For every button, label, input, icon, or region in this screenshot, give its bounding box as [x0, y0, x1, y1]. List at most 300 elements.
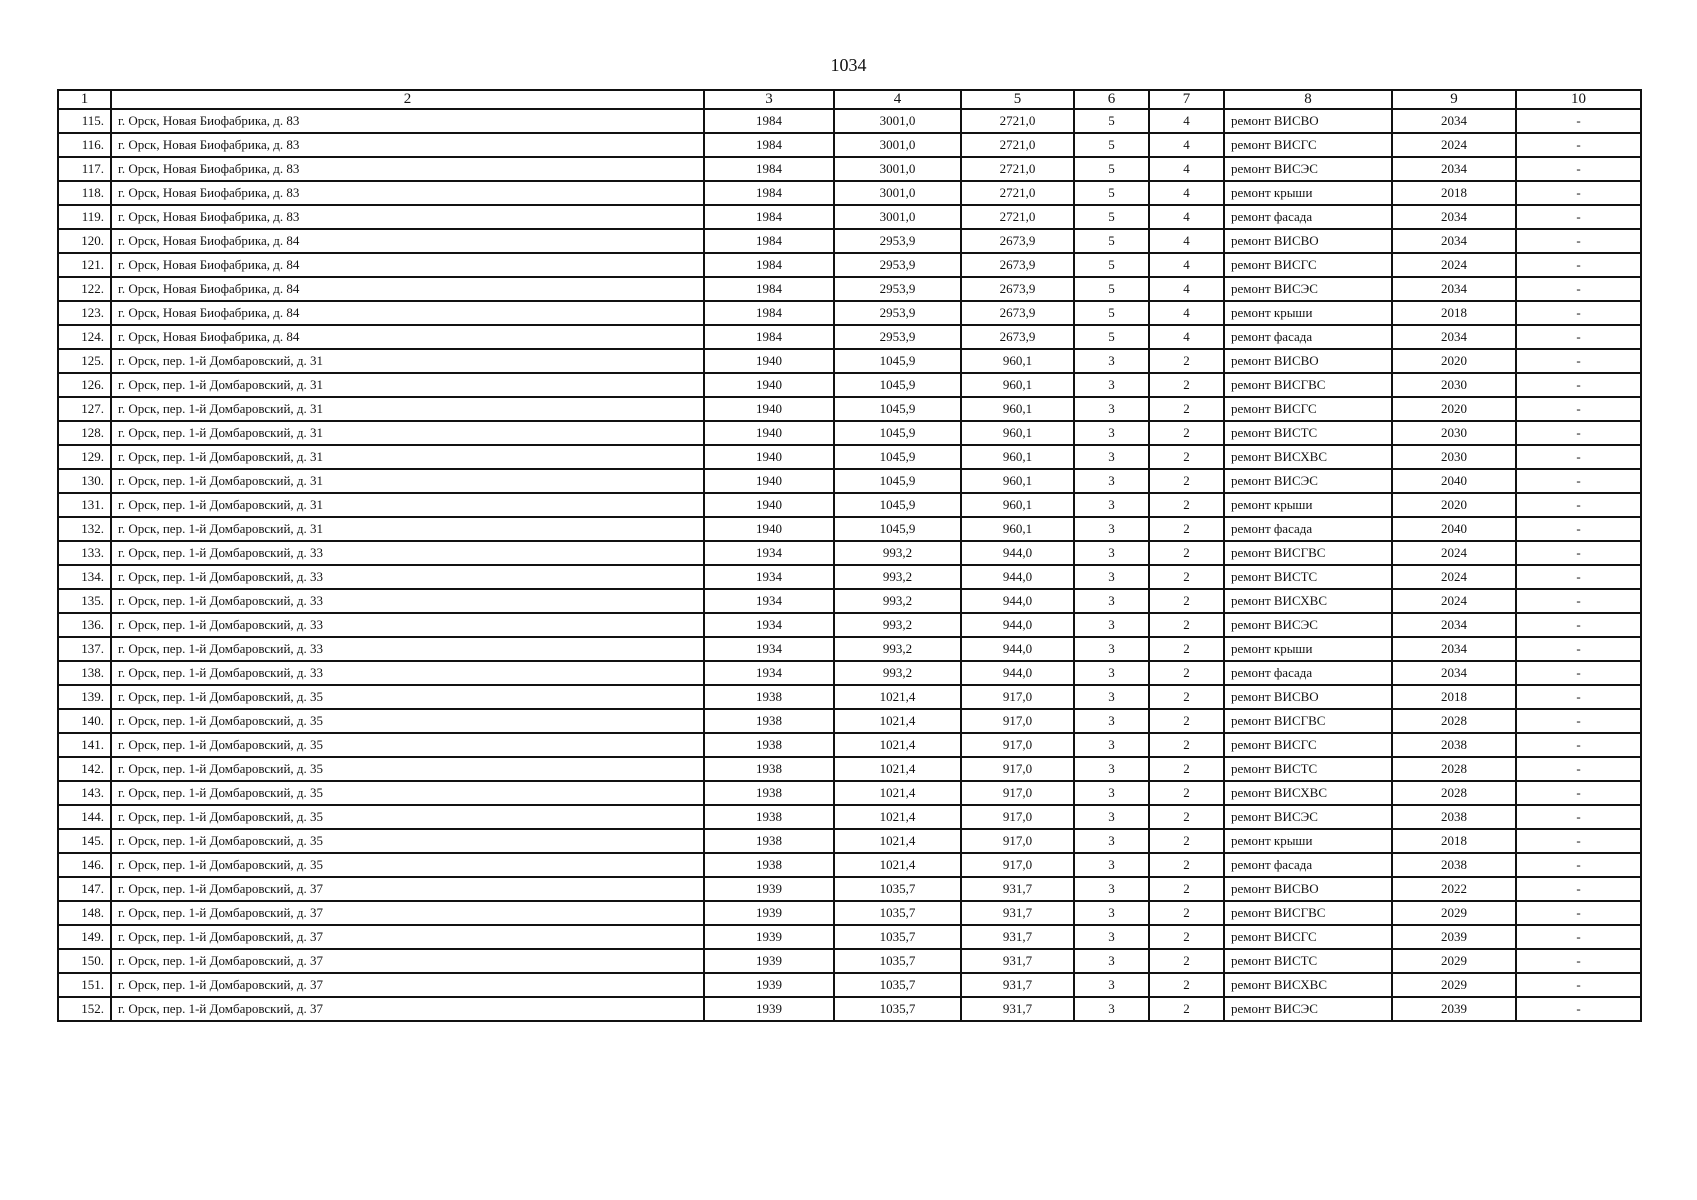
cell-total-area: 1045,9 [834, 349, 961, 373]
cell-note: - [1516, 157, 1641, 181]
cell-address: г. Орск, пер. 1-й Домбаровский, д. 33 [111, 613, 704, 637]
cell-address: г. Орск, пер. 1-й Домбаровский, д. 31 [111, 421, 704, 445]
cell-note: - [1516, 325, 1641, 349]
table-row [58, 949, 1641, 973]
cell-row-number: 125. [58, 349, 111, 373]
column-header: 8 [1224, 90, 1392, 109]
cell-living-area: 917,0 [961, 805, 1074, 829]
cell-entrances: 2 [1149, 709, 1224, 733]
cell-total-area: 1021,4 [834, 757, 961, 781]
cell-note: - [1516, 349, 1641, 373]
cell-repair-type: ремонт фасада [1224, 205, 1392, 229]
cell-total-area: 1035,7 [834, 901, 961, 925]
cell-repair-year: 2024 [1392, 589, 1516, 613]
cell-living-area: 960,1 [961, 445, 1074, 469]
cell-floors: 5 [1074, 109, 1149, 133]
cell-note: - [1516, 853, 1641, 877]
cell-repair-year: 2018 [1392, 685, 1516, 709]
cell-entrances: 2 [1149, 901, 1224, 925]
cell-living-area: 931,7 [961, 949, 1074, 973]
cell-floors: 3 [1074, 493, 1149, 517]
cell-entrances: 2 [1149, 997, 1224, 1021]
cell-living-area: 2721,0 [961, 109, 1074, 133]
cell-note: - [1516, 973, 1641, 997]
header-row [58, 90, 1641, 109]
table-row [58, 637, 1641, 661]
cell-row-number: 123. [58, 301, 111, 325]
column-header: 3 [704, 90, 834, 109]
cell-floors: 3 [1074, 997, 1149, 1021]
cell-row-number: 136. [58, 613, 111, 637]
cell-total-area: 1035,7 [834, 949, 961, 973]
cell-address: г. Орск, пер. 1-й Домбаровский, д. 35 [111, 853, 704, 877]
cell-year-built: 1984 [704, 133, 834, 157]
table-row [58, 493, 1641, 517]
cell-total-area: 3001,0 [834, 157, 961, 181]
cell-repair-type: ремонт фасада [1224, 661, 1392, 685]
cell-floors: 3 [1074, 733, 1149, 757]
cell-total-area: 1021,4 [834, 805, 961, 829]
cell-year-built: 1934 [704, 565, 834, 589]
cell-entrances: 2 [1149, 853, 1224, 877]
cell-entrances: 2 [1149, 781, 1224, 805]
column-header: 4 [834, 90, 961, 109]
cell-repair-year: 2024 [1392, 253, 1516, 277]
cell-repair-year: 2034 [1392, 637, 1516, 661]
cell-year-built: 1939 [704, 925, 834, 949]
table-row [58, 325, 1641, 349]
cell-repair-year: 2038 [1392, 805, 1516, 829]
cell-entrances: 4 [1149, 205, 1224, 229]
cell-year-built: 1934 [704, 613, 834, 637]
cell-note: - [1516, 373, 1641, 397]
cell-row-number: 132. [58, 517, 111, 541]
cell-repair-year: 2024 [1392, 565, 1516, 589]
table-row [58, 853, 1641, 877]
cell-repair-year: 2029 [1392, 949, 1516, 973]
cell-living-area: 944,0 [961, 589, 1074, 613]
cell-year-built: 1984 [704, 301, 834, 325]
cell-repair-type: ремонт ВИСЭС [1224, 157, 1392, 181]
cell-living-area: 931,7 [961, 973, 1074, 997]
cell-repair-type: ремонт ВИСТС [1224, 565, 1392, 589]
cell-repair-type: ремонт крыши [1224, 829, 1392, 853]
cell-repair-type: ремонт ВИСЭС [1224, 613, 1392, 637]
cell-entrances: 2 [1149, 517, 1224, 541]
cell-row-number: 124. [58, 325, 111, 349]
cell-note: - [1516, 277, 1641, 301]
cell-living-area: 917,0 [961, 829, 1074, 853]
cell-entrances: 4 [1149, 277, 1224, 301]
cell-note: - [1516, 925, 1641, 949]
cell-repair-year: 2039 [1392, 925, 1516, 949]
column-header: 5 [961, 90, 1074, 109]
cell-repair-type: ремонт ВИСХВС [1224, 781, 1392, 805]
cell-total-area: 3001,0 [834, 109, 961, 133]
table-row [58, 877, 1641, 901]
cell-floors: 5 [1074, 301, 1149, 325]
cell-total-area: 1045,9 [834, 493, 961, 517]
cell-repair-year: 2028 [1392, 781, 1516, 805]
cell-floors: 3 [1074, 949, 1149, 973]
cell-row-number: 133. [58, 541, 111, 565]
cell-floors: 3 [1074, 373, 1149, 397]
cell-entrances: 4 [1149, 229, 1224, 253]
cell-row-number: 116. [58, 133, 111, 157]
cell-row-number: 126. [58, 373, 111, 397]
cell-floors: 3 [1074, 685, 1149, 709]
cell-total-area: 1021,4 [834, 853, 961, 877]
cell-floors: 3 [1074, 877, 1149, 901]
cell-total-area: 1035,7 [834, 877, 961, 901]
cell-repair-year: 2034 [1392, 109, 1516, 133]
cell-floors: 3 [1074, 757, 1149, 781]
cell-floors: 3 [1074, 541, 1149, 565]
cell-address: г. Орск, Новая Биофабрика, д. 83 [111, 133, 704, 157]
cell-total-area: 1045,9 [834, 397, 961, 421]
cell-row-number: 149. [58, 925, 111, 949]
cell-repair-type: ремонт ВИСЭС [1224, 277, 1392, 301]
cell-repair-year: 2039 [1392, 997, 1516, 1021]
cell-repair-year: 2020 [1392, 493, 1516, 517]
cell-floors: 3 [1074, 565, 1149, 589]
cell-row-number: 121. [58, 253, 111, 277]
cell-living-area: 2721,0 [961, 181, 1074, 205]
cell-total-area: 993,2 [834, 637, 961, 661]
cell-note: - [1516, 949, 1641, 973]
cell-note: - [1516, 421, 1641, 445]
table-row [58, 781, 1641, 805]
cell-address: г. Орск, пер. 1-й Домбаровский, д. 33 [111, 637, 704, 661]
cell-living-area: 2721,0 [961, 133, 1074, 157]
cell-living-area: 917,0 [961, 781, 1074, 805]
cell-repair-type: ремонт ВИСТС [1224, 949, 1392, 973]
cell-floors: 3 [1074, 853, 1149, 877]
cell-living-area: 960,1 [961, 349, 1074, 373]
cell-floors: 3 [1074, 349, 1149, 373]
cell-note: - [1516, 469, 1641, 493]
cell-note: - [1516, 133, 1641, 157]
table-row [58, 709, 1641, 733]
cell-living-area: 960,1 [961, 493, 1074, 517]
table-row [58, 589, 1641, 613]
cell-address: г. Орск, Новая Биофабрика, д. 84 [111, 253, 704, 277]
cell-address: г. Орск, Новая Биофабрика, д. 84 [111, 229, 704, 253]
cell-row-number: 138. [58, 661, 111, 685]
cell-living-area: 917,0 [961, 853, 1074, 877]
table-row [58, 469, 1641, 493]
cell-floors: 5 [1074, 205, 1149, 229]
cell-total-area: 1045,9 [834, 421, 961, 445]
cell-living-area: 2721,0 [961, 205, 1074, 229]
cell-row-number: 145. [58, 829, 111, 853]
cell-repair-year: 2034 [1392, 277, 1516, 301]
cell-repair-type: ремонт ВИСГС [1224, 253, 1392, 277]
cell-total-area: 2953,9 [834, 229, 961, 253]
cell-repair-year: 2020 [1392, 349, 1516, 373]
cell-year-built: 1940 [704, 493, 834, 517]
cell-repair-year: 2029 [1392, 973, 1516, 997]
cell-total-area: 1021,4 [834, 733, 961, 757]
cell-year-built: 1938 [704, 757, 834, 781]
cell-living-area: 2673,9 [961, 253, 1074, 277]
table-row [58, 541, 1641, 565]
cell-total-area: 1035,7 [834, 973, 961, 997]
cell-year-built: 1984 [704, 325, 834, 349]
cell-address: г. Орск, пер. 1-й Домбаровский, д. 31 [111, 517, 704, 541]
table-row [58, 901, 1641, 925]
cell-year-built: 1984 [704, 277, 834, 301]
cell-row-number: 139. [58, 685, 111, 709]
cell-note: - [1516, 613, 1641, 637]
cell-note: - [1516, 445, 1641, 469]
table-body [58, 109, 1641, 1021]
cell-note: - [1516, 181, 1641, 205]
cell-address: г. Орск, Новая Биофабрика, д. 83 [111, 205, 704, 229]
column-header: 1 [58, 90, 111, 109]
cell-row-number: 144. [58, 805, 111, 829]
cell-repair-type: ремонт ВИСТС [1224, 757, 1392, 781]
cell-floors: 3 [1074, 421, 1149, 445]
cell-entrances: 2 [1149, 397, 1224, 421]
cell-year-built: 1938 [704, 709, 834, 733]
cell-floors: 3 [1074, 637, 1149, 661]
cell-total-area: 1045,9 [834, 445, 961, 469]
cell-year-built: 1984 [704, 109, 834, 133]
cell-living-area: 944,0 [961, 541, 1074, 565]
table-row [58, 229, 1641, 253]
cell-total-area: 993,2 [834, 541, 961, 565]
cell-entrances: 2 [1149, 445, 1224, 469]
cell-entrances: 2 [1149, 949, 1224, 973]
cell-address: г. Орск, пер. 1-й Домбаровский, д. 37 [111, 901, 704, 925]
cell-total-area: 993,2 [834, 613, 961, 637]
cell-row-number: 131. [58, 493, 111, 517]
cell-year-built: 1939 [704, 901, 834, 925]
cell-entrances: 2 [1149, 685, 1224, 709]
cell-living-area: 944,0 [961, 613, 1074, 637]
cell-address: г. Орск, Новая Биофабрика, д. 84 [111, 325, 704, 349]
cell-year-built: 1984 [704, 229, 834, 253]
cell-entrances: 2 [1149, 877, 1224, 901]
cell-floors: 3 [1074, 613, 1149, 637]
cell-total-area: 1045,9 [834, 373, 961, 397]
cell-repair-type: ремонт ВИСВО [1224, 229, 1392, 253]
cell-year-built: 1939 [704, 949, 834, 973]
cell-row-number: 142. [58, 757, 111, 781]
cell-total-area: 1021,4 [834, 781, 961, 805]
cell-address: г. Орск, пер. 1-й Домбаровский, д. 31 [111, 469, 704, 493]
cell-total-area: 2953,9 [834, 277, 961, 301]
cell-total-area: 1021,4 [834, 709, 961, 733]
cell-year-built: 1934 [704, 541, 834, 565]
cell-repair-year: 2030 [1392, 445, 1516, 469]
cell-address: г. Орск, пер. 1-й Домбаровский, д. 35 [111, 829, 704, 853]
table-row [58, 925, 1641, 949]
cell-repair-year: 2038 [1392, 733, 1516, 757]
cell-floors: 5 [1074, 229, 1149, 253]
cell-repair-year: 2020 [1392, 397, 1516, 421]
table-row [58, 181, 1641, 205]
table-row [58, 109, 1641, 133]
cell-note: - [1516, 109, 1641, 133]
cell-living-area: 2673,9 [961, 301, 1074, 325]
cell-row-number: 119. [58, 205, 111, 229]
cell-repair-type: ремонт ВИСГВС [1224, 709, 1392, 733]
cell-row-number: 140. [58, 709, 111, 733]
cell-repair-year: 2018 [1392, 301, 1516, 325]
cell-repair-year: 2030 [1392, 373, 1516, 397]
cell-row-number: 128. [58, 421, 111, 445]
cell-address: г. Орск, пер. 1-й Домбаровский, д. 37 [111, 949, 704, 973]
table-row [58, 517, 1641, 541]
cell-entrances: 2 [1149, 565, 1224, 589]
cell-address: г. Орск, пер. 1-й Домбаровский, д. 33 [111, 541, 704, 565]
cell-year-built: 1984 [704, 253, 834, 277]
cell-address: г. Орск, пер. 1-й Домбаровский, д. 37 [111, 973, 704, 997]
cell-year-built: 1940 [704, 469, 834, 493]
table-row [58, 157, 1641, 181]
cell-total-area: 3001,0 [834, 181, 961, 205]
cell-repair-year: 2024 [1392, 133, 1516, 157]
column-header: 7 [1149, 90, 1224, 109]
cell-year-built: 1940 [704, 397, 834, 421]
cell-note: - [1516, 541, 1641, 565]
cell-year-built: 1938 [704, 805, 834, 829]
cell-floors: 3 [1074, 901, 1149, 925]
cell-note: - [1516, 829, 1641, 853]
cell-repair-year: 2028 [1392, 757, 1516, 781]
cell-repair-type: ремонт ВИСХВС [1224, 589, 1392, 613]
cell-repair-type: ремонт ВИСХВС [1224, 973, 1392, 997]
cell-repair-year: 2038 [1392, 853, 1516, 877]
cell-row-number: 148. [58, 901, 111, 925]
cell-entrances: 2 [1149, 469, 1224, 493]
cell-note: - [1516, 397, 1641, 421]
cell-year-built: 1934 [704, 589, 834, 613]
cell-total-area: 993,2 [834, 661, 961, 685]
table-row [58, 133, 1641, 157]
cell-row-number: 150. [58, 949, 111, 973]
cell-total-area: 1045,9 [834, 469, 961, 493]
cell-row-number: 122. [58, 277, 111, 301]
table-row [58, 565, 1641, 589]
cell-row-number: 137. [58, 637, 111, 661]
table-row [58, 829, 1641, 853]
cell-year-built: 1984 [704, 157, 834, 181]
cell-repair-year: 2034 [1392, 661, 1516, 685]
cell-repair-type: ремонт ВИСВО [1224, 349, 1392, 373]
cell-repair-type: ремонт ВИСГС [1224, 397, 1392, 421]
cell-repair-type: ремонт крыши [1224, 301, 1392, 325]
cell-entrances: 2 [1149, 421, 1224, 445]
cell-living-area: 960,1 [961, 469, 1074, 493]
cell-repair-type: ремонт ВИСХВС [1224, 445, 1392, 469]
cell-note: - [1516, 757, 1641, 781]
table-row [58, 973, 1641, 997]
cell-address: г. Орск, пер. 1-й Домбаровский, д. 35 [111, 733, 704, 757]
cell-year-built: 1984 [704, 205, 834, 229]
cell-row-number: 130. [58, 469, 111, 493]
cell-total-area: 1021,4 [834, 829, 961, 853]
cell-floors: 3 [1074, 661, 1149, 685]
cell-year-built: 1938 [704, 685, 834, 709]
cell-note: - [1516, 685, 1641, 709]
cell-row-number: 147. [58, 877, 111, 901]
cell-total-area: 2953,9 [834, 301, 961, 325]
cell-floors: 3 [1074, 925, 1149, 949]
cell-row-number: 141. [58, 733, 111, 757]
cell-repair-type: ремонт крыши [1224, 181, 1392, 205]
register-table [57, 89, 1642, 1022]
cell-address: г. Орск, пер. 1-й Домбаровский, д. 31 [111, 373, 704, 397]
cell-living-area: 931,7 [961, 997, 1074, 1021]
table-row [58, 661, 1641, 685]
cell-note: - [1516, 661, 1641, 685]
cell-row-number: 115. [58, 109, 111, 133]
cell-living-area: 931,7 [961, 925, 1074, 949]
cell-entrances: 2 [1149, 541, 1224, 565]
cell-repair-type: ремонт крыши [1224, 493, 1392, 517]
cell-repair-type: ремонт ВИСГВС [1224, 541, 1392, 565]
cell-note: - [1516, 781, 1641, 805]
cell-entrances: 2 [1149, 829, 1224, 853]
cell-year-built: 1939 [704, 877, 834, 901]
page-number: 1034 [830, 55, 867, 75]
cell-entrances: 2 [1149, 925, 1224, 949]
cell-repair-type: ремонт ВИСГС [1224, 733, 1392, 757]
cell-living-area: 2721,0 [961, 157, 1074, 181]
cell-address: г. Орск, пер. 1-й Домбаровский, д. 35 [111, 757, 704, 781]
cell-year-built: 1940 [704, 517, 834, 541]
cell-living-area: 944,0 [961, 565, 1074, 589]
cell-year-built: 1938 [704, 829, 834, 853]
cell-floors: 5 [1074, 181, 1149, 205]
cell-repair-year: 2040 [1392, 517, 1516, 541]
cell-living-area: 960,1 [961, 517, 1074, 541]
cell-repair-type: ремонт ВИСЭС [1224, 805, 1392, 829]
cell-repair-type: ремонт фасада [1224, 853, 1392, 877]
cell-total-area: 2953,9 [834, 325, 961, 349]
cell-floors: 5 [1074, 325, 1149, 349]
cell-entrances: 4 [1149, 301, 1224, 325]
cell-floors: 5 [1074, 253, 1149, 277]
cell-living-area: 944,0 [961, 637, 1074, 661]
cell-repair-year: 2018 [1392, 829, 1516, 853]
cell-entrances: 4 [1149, 157, 1224, 181]
cell-entrances: 2 [1149, 661, 1224, 685]
cell-living-area: 960,1 [961, 373, 1074, 397]
cell-total-area: 3001,0 [834, 133, 961, 157]
cell-entrances: 2 [1149, 493, 1224, 517]
cell-floors: 3 [1074, 781, 1149, 805]
cell-repair-year: 2034 [1392, 157, 1516, 181]
cell-total-area: 1021,4 [834, 685, 961, 709]
cell-floors: 3 [1074, 973, 1149, 997]
cell-entrances: 2 [1149, 613, 1224, 637]
cell-repair-type: ремонт ВИСГС [1224, 925, 1392, 949]
cell-repair-year: 2029 [1392, 901, 1516, 925]
table-row [58, 421, 1641, 445]
cell-total-area: 3001,0 [834, 205, 961, 229]
cell-floors: 3 [1074, 517, 1149, 541]
cell-entrances: 4 [1149, 109, 1224, 133]
table-row [58, 805, 1641, 829]
cell-note: - [1516, 493, 1641, 517]
table-row [58, 205, 1641, 229]
cell-living-area: 917,0 [961, 757, 1074, 781]
table-row [58, 613, 1641, 637]
